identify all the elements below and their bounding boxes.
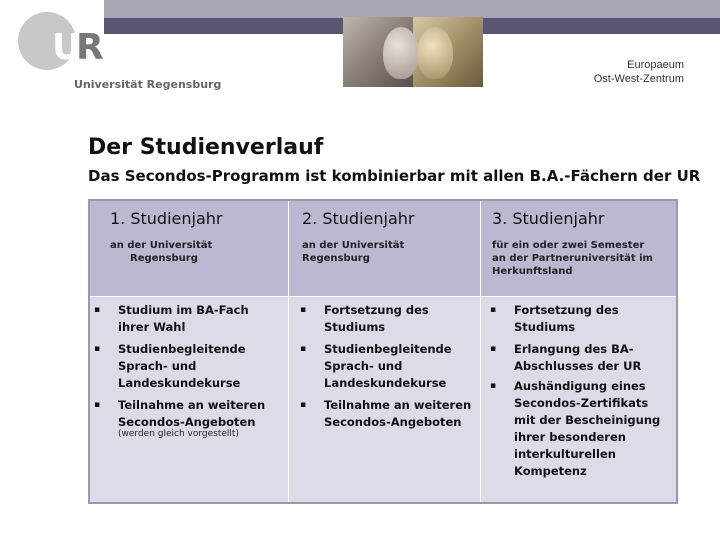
page-title: Der Studienverlauf [88, 135, 324, 160]
study-plan-table [88, 199, 678, 504]
logo-letter-u: U [52, 27, 80, 68]
header-portrait-image [343, 17, 483, 87]
bullet-icon: ▪ [300, 400, 307, 410]
logo-letter-r: R [76, 27, 104, 68]
list-item: ▪ Teilnahme an weiteren Secondos-Angeboten [300, 398, 472, 429]
list-item: ▪ Teilnahme an weiteren Secondos-Angeboten (werden gleich vorgestellt) [118, 397, 284, 439]
list-item: ▪ Studienbegleitende Sprach- und Landeskundekurse [300, 342, 452, 390]
column-2-title: 2. Studienjahr [302, 209, 415, 228]
face-left [383, 27, 419, 79]
column-divider-2 [480, 201, 481, 502]
face-right [417, 27, 453, 79]
bullet-icon: ▪ [490, 381, 497, 391]
page-subtitle: Das Secondos-Programm ist kombinierbar mit allen B.A.-Fächern der UR [88, 167, 701, 185]
list-item: ▪ Erlangung des BA- Abschlusses der UR [490, 342, 642, 373]
column-1-subtitle-line-1: an der Universität [110, 240, 213, 251]
institute-name [594, 58, 684, 86]
column-2-subtitle [302, 239, 472, 265]
column-1-subtitle [110, 239, 280, 265]
bullet-icon: ▪ [94, 305, 101, 315]
row-divider [90, 296, 676, 297]
list-item-note: (werden gleich vorgestellt) [118, 429, 239, 439]
column-2-list [300, 302, 476, 436]
column-2-subtitle-line-2: Regensburg [302, 253, 370, 264]
bullet-icon: ▪ [490, 305, 497, 315]
institute-line-1: Europaeum [627, 59, 684, 71]
column-3-list [490, 302, 674, 485]
column-3-subtitle [492, 239, 672, 278]
bullet-icon: ▪ [300, 305, 307, 315]
university-name: Universität Regensburg [74, 78, 222, 91]
bullet-icon: ▪ [300, 344, 307, 354]
bullet-icon: ▪ [490, 344, 497, 354]
university-logo [14, 8, 222, 94]
list-item: ▪ Studium im BA-Fach ihrer Wahl [94, 303, 249, 334]
bullet-icon: ▪ [94, 344, 101, 354]
column-3-subtitle-line-2: an der Partneruniversität im [492, 253, 653, 264]
institute-line-2: Ost-West-Zentrum [593, 73, 684, 85]
list-item: ▪ Fortsetzung des Studiums [300, 303, 429, 334]
list-item: ▪ Aushändigung eines Secondos-Zertifikats mit der Bescheinigung ihrer besonderen interkulturellen Kompetenz [490, 379, 661, 478]
list-item: ▪ Fortsetzung des Studiums [490, 303, 619, 334]
column-1-list [94, 302, 284, 444]
column-3-title: 3. Studienjahr [492, 209, 605, 228]
bullet-icon: ▪ [94, 400, 101, 410]
column-3-subtitle-line-1: für ein oder zwei Semester [492, 240, 645, 251]
column-1-subtitle-line-2: Regensburg [130, 253, 198, 264]
column-2-subtitle-line-1: an der Universität [302, 240, 405, 251]
column-1-title: 1. Studienjahr [110, 209, 223, 228]
column-3-subtitle-line-3: Herkunftsland [492, 266, 573, 277]
list-item: ▪ Studienbegleitende Sprach- und Landeskundekurse [94, 342, 246, 390]
column-divider-1 [288, 201, 289, 502]
